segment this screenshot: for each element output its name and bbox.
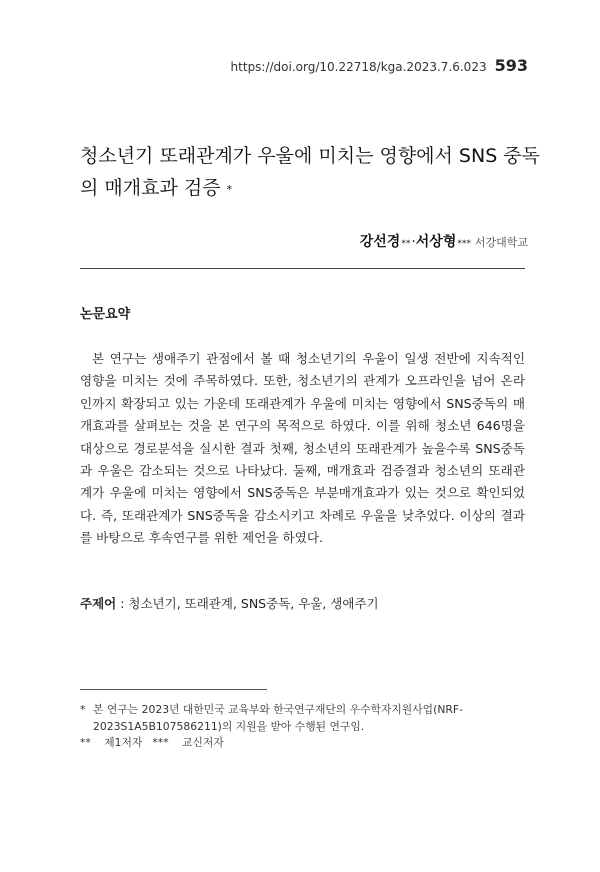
paper-title-text: 청소년기 또래관계가 우울에 미치는 영향에서 SNS 중독의 매개효과 검증 — [80, 145, 541, 199]
footnote-funding-text: 본 연구는 2023년 대한민국 교육부와 한국연구재단의 우수학자지원사업(NRF-2023S1A5B107586211)의 지원을 받아 수행된 연구임. — [93, 703, 463, 733]
footnote-first-text: 제1저자 — [104, 736, 143, 749]
title-footnote-mark: * — [226, 183, 233, 196]
author-affiliation: 서강대학교 — [474, 236, 528, 249]
title-divider — [80, 268, 525, 269]
abstract-body: 본 연구는 생애주기 관점에서 볼 때 청소년기의 우울이 일생 전반에 지속적인 영향을 미치는 것에 주목하였다. 또한, 청소년기의 관계가 오프라인을 넘어 온라인까지 확장되고 있는 가운데 또래관계가 우울에 미치는 영향에서 SNS중독의 매개효과를 살펴보는 것을 본 연구의 목적으로 하였다. 이를 위해 청소년 646명을 대상으로 경로분석을 실시한 결과 첫째, 청소년의 또래관계가 높을수록 SNS중독과 우울은 감소되는 것으로 나타났다. 둘째, 매개효과 검증결과 청소년의 또래관계가 우울에 미치는 영향에서 SNS중독은 부분매개효과가 있는 것으로 확인되었다. 즉, 또래관계가 SNS중독을 감소시키고 차례로 우울을 낮추었다. 이상의 결과를 바탕으로 후속연구를 위한 제언을 하였다. — [80, 351, 525, 546]
abstract-heading: 논문요약 — [80, 307, 131, 322]
first-author-mark: ** — [401, 239, 411, 249]
footnotes — [80, 702, 525, 752]
footnote-corr-text: 교신저자 — [182, 736, 224, 749]
footnote-corr-mark: *** — [152, 736, 169, 749]
footnote-author-roles — [80, 735, 525, 752]
footnote-funding-mark: * — [80, 703, 86, 716]
corresponding-author-name: 서상형 — [415, 234, 457, 250]
paper-title — [80, 140, 540, 204]
footnote-rule — [80, 689, 267, 690]
corresponding-author-mark: *** — [457, 239, 471, 249]
keywords-label: 주제어 — [80, 596, 117, 611]
footnote-first-mark: ** — [80, 736, 91, 749]
footnote-funding — [80, 702, 525, 735]
keywords-list: 청소년기, 또래관계, SNS중독, 우울, 생애주기 — [128, 596, 379, 611]
keywords-separator: : — [116, 596, 129, 611]
running-header — [231, 56, 528, 75]
author-line — [360, 231, 528, 251]
footnote-corresponding-author — [152, 736, 223, 749]
page-number: 593 — [494, 56, 528, 75]
first-author-name: 강선경 — [359, 234, 401, 250]
footnote-first-author — [80, 736, 142, 749]
author-separator: · — [411, 234, 416, 250]
doi-link[interactable]: https://doi.org/10.22718/kga.2023.7.6.023 — [230, 60, 487, 74]
keywords-line — [80, 594, 525, 612]
